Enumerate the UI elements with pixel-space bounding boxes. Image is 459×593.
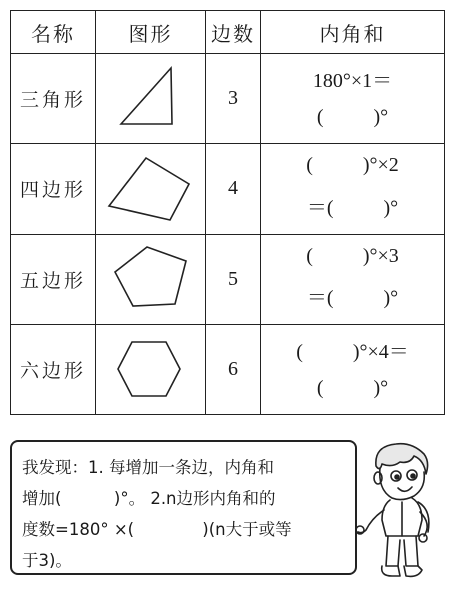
angle-sum-line2: ＝( )° — [306, 196, 399, 219]
polygon-name: 三角形 — [11, 54, 96, 144]
header-sides: 边数 — [206, 11, 261, 54]
angle-sum-line2: ( )° — [316, 377, 389, 399]
note-line: 于3)。 — [22, 551, 72, 570]
table-row — [11, 144, 445, 234]
polygon-name: 四边形 — [11, 144, 96, 234]
header-angle-sum: 内角和 — [261, 11, 445, 54]
header-shape: 图形 — [96, 11, 206, 54]
triangle-icon — [111, 64, 191, 134]
side-count: 3 — [206, 54, 261, 144]
table-header-row — [11, 11, 445, 54]
note-line: 我发现：1. 每增加一条边，内角和 — [22, 458, 274, 477]
note-line: 度数=180° ×( )(n大于或等 — [22, 520, 292, 539]
angle-sum-cell — [261, 234, 445, 324]
angle-sum-line1: ( )°×2 — [306, 154, 399, 177]
polygon-angle-table — [10, 10, 445, 415]
angle-sum-line1: 180°×1＝ — [312, 70, 393, 93]
side-count: 5 — [206, 234, 261, 324]
side-count: 6 — [206, 324, 261, 414]
boy-cartoon-icon — [352, 440, 452, 585]
angle-sum-line2: ＝( )° — [306, 286, 399, 309]
angle-sum-line1: ( )°×3 — [306, 244, 399, 267]
polygon-name: 六边形 — [11, 324, 96, 414]
shape-cell — [96, 234, 206, 324]
side-count: 4 — [206, 144, 261, 234]
pentagon-icon — [111, 244, 191, 314]
quadrilateral-icon — [106, 154, 196, 224]
angle-sum-cell — [261, 324, 445, 414]
shape-cell — [96, 324, 206, 414]
angle-sum-line2: ( )° — [316, 106, 389, 129]
header-name: 名称 — [11, 11, 96, 54]
polygon-name: 五边形 — [11, 234, 96, 324]
discovery-note-box — [10, 440, 357, 575]
hexagon-icon — [114, 337, 188, 401]
shape-cell — [96, 144, 206, 234]
angle-sum-cell — [261, 144, 445, 234]
angle-sum-cell — [261, 54, 445, 144]
table-row — [11, 54, 445, 144]
table-row — [11, 324, 445, 414]
note-line: 增加( )°。 2.n边形内角和的 — [22, 489, 276, 508]
table-row — [11, 234, 445, 324]
angle-sum-line1: ( )°×4＝ — [296, 340, 409, 363]
shape-cell — [96, 54, 206, 144]
